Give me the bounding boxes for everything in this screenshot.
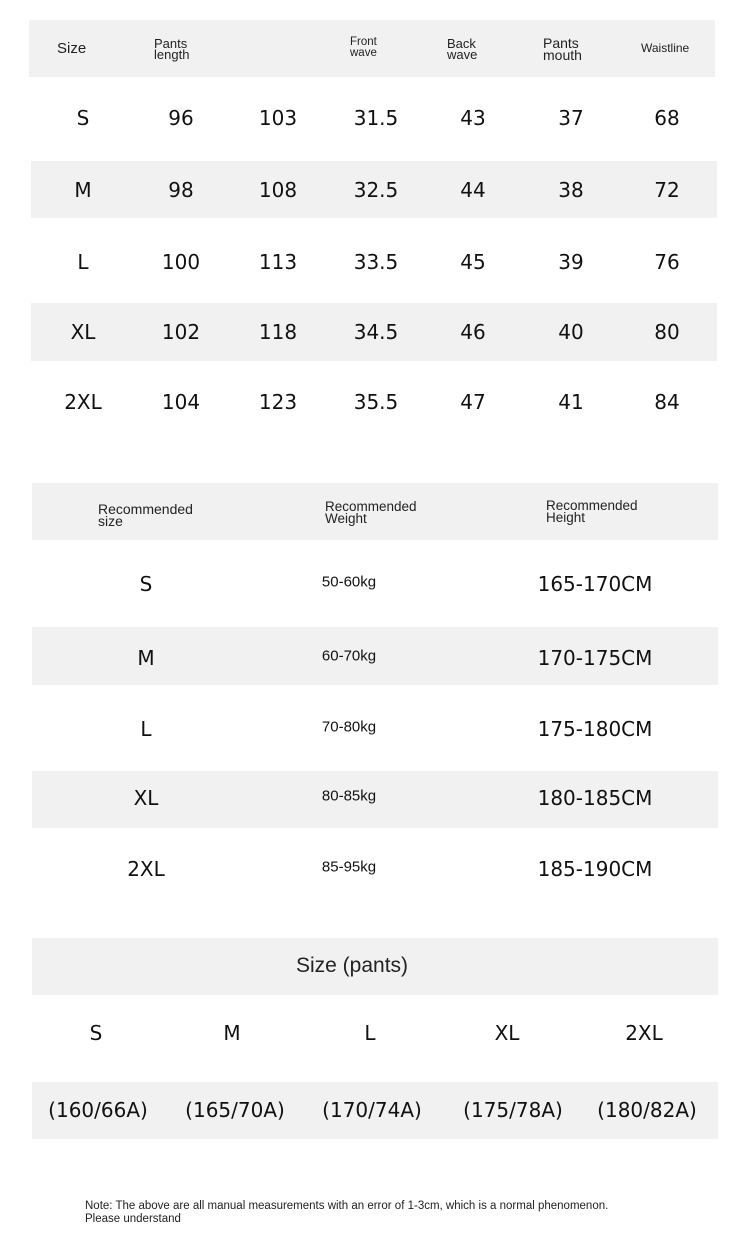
front-wave-cell: 31.5: [353, 106, 399, 130]
pants-mouth-cell: 38: [558, 178, 584, 202]
header-recommended-weight-line1: Recommended: [325, 499, 417, 514]
header-recommended-size-line2: size: [98, 513, 123, 529]
recommended-weight-cell: 70-80kg: [321, 718, 377, 736]
pants-mouth-cell: 39: [558, 250, 584, 274]
pants-size-label: XL: [494, 1021, 520, 1045]
pants-mouth-cell: 40: [558, 320, 584, 344]
pants-size-code: (175/78A): [463, 1098, 563, 1122]
recommended-height-cell: 165-170CM: [537, 572, 653, 596]
recommended-weight-cell: 85-95kg: [321, 858, 377, 876]
recommended-size-cell: L: [140, 717, 152, 741]
size-cell: M: [74, 178, 92, 202]
header-recommended-weight: [325, 501, 417, 525]
pants-length-cell: 100: [161, 250, 201, 274]
recommended-height-cell: 175-180CM: [537, 717, 653, 741]
recommended-height-cell: 180-185CM: [537, 786, 653, 810]
size-cell: XL: [70, 320, 96, 344]
front-wave-cell: 32.5: [353, 178, 399, 202]
header-waistline: Waistline: [641, 41, 690, 55]
header-back-wave-line2: wave: [447, 47, 478, 62]
header-pants-length-line1: Pants: [154, 36, 188, 51]
pants-size-label: 2XL: [625, 1021, 663, 1045]
pants-size-code: (180/82A): [597, 1098, 697, 1122]
header-pants-length-line2: length: [154, 47, 190, 62]
header-pants-mouth: [543, 37, 582, 61]
waistline-cell: 84: [654, 390, 680, 414]
pants-size-label: L: [364, 1021, 376, 1045]
recommended-weight-cell: 60-70kg: [321, 647, 377, 665]
header-front-wave-line1: Front: [350, 36, 377, 48]
header-pants-length: [154, 38, 189, 60]
measurement-note-line2: Please understand: [85, 1213, 181, 1225]
recommended-size-cell: XL: [133, 786, 159, 810]
waistline-cell: 68: [654, 106, 680, 130]
col3-cell: 108: [258, 178, 298, 202]
pants-size-label: M: [223, 1021, 241, 1045]
pants-mouth-cell: 41: [558, 390, 584, 414]
pants-mouth-cell: 37: [558, 106, 584, 130]
measurement-note: [85, 1200, 608, 1226]
header-recommended-height-line1: Recommended: [546, 498, 638, 513]
header-back-wave-line1: Back: [447, 36, 476, 51]
waistline-cell: 80: [654, 320, 680, 344]
back-wave-cell: 43: [460, 106, 486, 130]
header-pants-mouth-line2: mouth: [543, 47, 582, 63]
pants-size-code: (165/70A): [185, 1098, 285, 1122]
recommended-size-cell: S: [139, 572, 153, 596]
pants-length-cell: 102: [161, 320, 201, 344]
back-wave-cell: 44: [460, 178, 486, 202]
header-front-wave-line2: wave: [350, 47, 377, 59]
back-wave-cell: 47: [460, 390, 486, 414]
header-recommended-height-line2: Height: [546, 510, 586, 525]
pants-size-title: Size (pants): [295, 954, 409, 977]
front-wave-cell: 35.5: [353, 390, 399, 414]
size-cell: S: [76, 106, 90, 130]
pants-length-cell: 104: [161, 390, 201, 414]
header-recommended-weight-line2: Weight: [325, 511, 367, 526]
back-wave-cell: 46: [460, 320, 486, 344]
pants-length-cell: 98: [168, 178, 194, 202]
waistline-cell: 76: [654, 250, 680, 274]
col3-cell: 113: [258, 250, 298, 274]
header-recommended-size-line1: Recommended: [98, 501, 193, 517]
pants-size-code: (160/66A): [48, 1098, 148, 1122]
recommended-height-cell: 170-175CM: [537, 646, 653, 670]
header-back-wave: [447, 38, 477, 60]
header-pants-mouth-line1: Pants: [543, 35, 579, 51]
back-wave-cell: 45: [460, 250, 486, 274]
pants-size-label: S: [89, 1021, 103, 1045]
recommended-height-cell: 185-190CM: [537, 857, 653, 881]
header-size: Size: [57, 40, 87, 57]
recommended-size-cell: M: [137, 646, 155, 670]
header-recommended-size: [98, 503, 193, 527]
front-wave-cell: 34.5: [353, 320, 399, 344]
size-cell: L: [77, 250, 89, 274]
col3-cell: 118: [258, 320, 298, 344]
header-recommended-height: [546, 500, 638, 524]
waistline-cell: 72: [654, 178, 680, 202]
header-front-wave: [350, 37, 377, 59]
pants-length-cell: 96: [168, 106, 194, 130]
recommended-weight-cell: 50-60kg: [321, 573, 377, 591]
col3-cell: 103: [258, 106, 298, 130]
pants-size-code: (170/74A): [322, 1098, 422, 1122]
col3-cell: 123: [258, 390, 298, 414]
size-cell: 2XL: [64, 390, 102, 414]
front-wave-cell: 33.5: [353, 250, 399, 274]
recommended-weight-cell: 80-85kg: [321, 787, 377, 805]
recommended-size-cell: 2XL: [127, 857, 165, 881]
measurement-note-line1: Note: The above are all manual measurements with an error of 1-3cm, which is a normal phenomenon.: [85, 1200, 609, 1212]
